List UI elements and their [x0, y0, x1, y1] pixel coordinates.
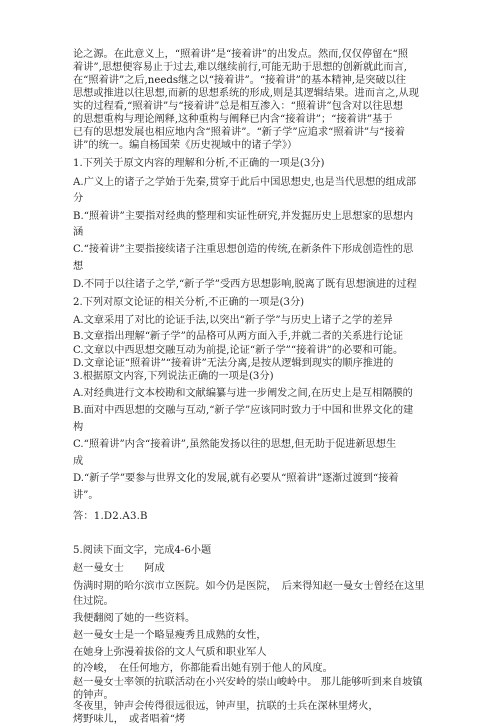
text-line: 赵一曼女士率领的抗联活动在小兴安岭的崇山峻岭中。 那儿能够听到来自坡镇 [73, 677, 423, 688]
option-line: A.文章采用了对比的论证手法,以突出“新子学”与历史上诸子之学的差异 [73, 315, 393, 326]
text-line: 在“照着讲”之后,needs继之以“接着讲”。“接着讲”的基本精神,是突破以往 [73, 75, 406, 86]
option-line: B.“照着讲”主要指对经典的整理和实证性研究,并发掘历史上思想家的思想内 [73, 211, 414, 222]
option-line: D.文章论证“照着讲”“接着讲”无法分离,是按从逻辑到现实的顺序推进的 [73, 358, 394, 369]
option-line: 讲”。 [73, 490, 99, 501]
option-line: C.“照着讲”内含“接着讲”,虽然能发扬以往的思想,但无助于促进新思想生 [73, 439, 397, 450]
option-line: 涵 [73, 227, 84, 238]
section-heading: 5.阅读下面文字，完成4-6小题 [73, 545, 212, 556]
text-line: 烤野味儿， 或者唱着“烤 [73, 714, 186, 725]
question-2-stem: 2.下列对原文论证的相关分析,不正确的一项是(3分) [73, 297, 305, 308]
option-line: B.文章指出理解“新子学”的品格可从两方面入手,并就二者的关系进行论证 [73, 331, 404, 342]
option-line: B.面对中西思想的交融与互动,“新子学”应该同时致力于中国和世界文化的建 [73, 405, 414, 416]
answer-line: 答：1.D2.A3.B [73, 511, 148, 522]
question-3-stem: 3.根据原文内容,下列说法正确的一项是(3分) [73, 371, 274, 382]
text-line: 我便翻阅了她的一些资料。 [73, 613, 196, 624]
option-line: D.不同于以往诸子之学,“新子学”受西方思想影响,脱离了既有思想演进的过程 [73, 279, 417, 290]
text-line: 着讲”,思想便容易止于过去,难以继续前行,可能无助于思想的创新就此而言, [73, 62, 407, 73]
text-line: 已有的思想发展也相应地内含“照着讲”。“新子学”应追求“照着讲”与“接着 [73, 127, 405, 138]
question-1-stem: 1.下列关于原文内容的理解和分析,不正确的一项是(3分) [73, 158, 325, 169]
option-line: C.文章以中西思想交融互动为前提,论证“新子学”“接着讲”的必要和可能。 [73, 345, 404, 356]
text-line: 冬夜里，钟声会传得很远很远，钟声里，抗联的士兵在深林里烤火， [73, 701, 379, 712]
text-line: 讲”的统一。编自杨国荣《历史视域中的诸子学》） [73, 140, 298, 151]
option-line: 想 [73, 261, 84, 272]
text-line: 赵一曼女士是一个略显瘦秀且成熟的女性， [73, 630, 267, 641]
option-line: C.“接着讲”主要指接续诸子注重思想创造的传统,在新条件下形成创造性的思 [73, 244, 414, 255]
text-line: 论之源。在此意义上，“照着讲”是“接着讲”的出发点。然而,仅仅停留在“照 [73, 49, 408, 60]
text-line: 思想或推进以往思想,而新的思想系统的形成,则是其逻辑结果。进而言之,从现 [73, 88, 419, 99]
option-line: A.对经典进行文本校勘和文献编纂与进一步阐发之间,在历史上是互相隔膜的 [73, 388, 413, 399]
option-line: 成 [73, 456, 84, 467]
option-line: D.“新子学”要参与世界文化的发展,就有必要从“照着讲”逐渐过渡到“接着 [73, 473, 399, 484]
text-line: 住过院。 [73, 596, 114, 607]
text-line: 实的过程看,“照着讲”与“接着讲”总是相互渗入：“照着讲”包含对以往思想 [73, 101, 403, 112]
text-line: 的冷峻， 在任何地方，你都能看出她有别于他人的风度。 [73, 663, 333, 674]
story-title: 赵一曼女士 阿成 [73, 563, 165, 574]
option-line: 分 [73, 193, 84, 204]
option-line: 构 [73, 422, 84, 433]
text-line: 伪满时期的哈尔滨市立医院。如今仍是医院， 后来得知赵一曼女士曾经在这里 [73, 581, 425, 592]
text-line: 的钟声。 [73, 690, 114, 701]
text-line: 的思想重构与理论阐释,这种重构与阐释已内含“接着讲”；“接着讲”基于 [73, 114, 393, 125]
text-line: 在她身上弥漫着拔俗的文人气质和职业军人 [73, 647, 267, 658]
option-line: A.广义上的诸子之学始于先秦,贯穿于此后中国思想史,也是当代思想的组成部 [73, 177, 417, 188]
